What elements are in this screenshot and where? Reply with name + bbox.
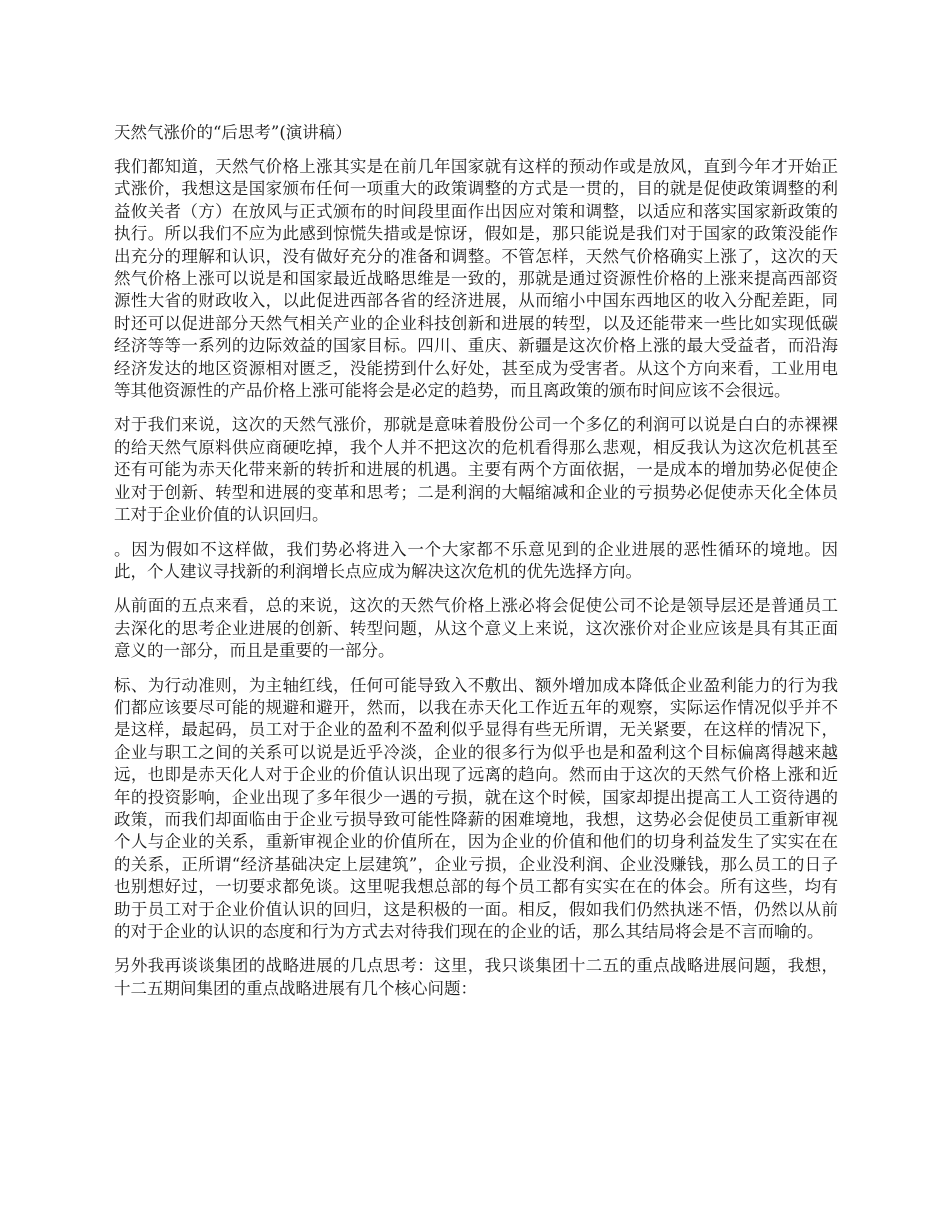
paragraph-4: 从前面的五点来看，总的来说，这次的天然气价格上涨必将会促使公司不论是领导层还是普通员工去深化的思考企业进展的创新、转型问题，从这个意义上来说，这次涨价对企业应该是具有其正面意义的一部分，而且是重要的一部分。 — [114, 596, 838, 661]
paragraph-5: 标、为行动准则，为主轴红线，任何可能导致入不敷出、额外增加成本降低企业盈利能力的行为我们都应该要尽可能的规避和避开，然而，以我在赤天化工作近五年的观察，实际运作情况似乎并不是这样，最起码，员工对于企业的盈利不盈利似乎显得有些无所谓，无关紧要，在这样的情况下，企业与职工之间的关系可以说是近乎冷淡，企业的很多行为似乎也是和盈利这个目标偏离得越来越远，也即是赤天化人对于企业的价值认识出现了远离的趋向。然而由于这次的天然气价格上涨和近年的投资影响，企业出现了多年很少一遇的亏损，就在这个时候，国家却提出提高工人工资待遇的政策，而我们却面临由于企业亏损导致可能性降薪的困难境地，我想，这势必会促使员工重新审视个人与企业的关系，重新审视企业的价值所在，因为企业的价值和他们的切身利益发生了实实在在的关系，正所谓“经济基础决定上层建筑”，企业亏损，企业没利润、企业没赚钱，那么员工的日子也别想好过，一切要求都免谈。这里呢我想总部的每个员工都有实实在在的体会。所有这些，均有助于员工对于企业价值认识的回归，这是积极的一面。相反，假如我们仍然执迷不悟，仍然以从前的对于企业的认识的态度和行为方式去对待我们现在的企业的话，那么其结局将会是不言而喻的。 — [114, 675, 838, 941]
paragraph-1: 我们都知道，天然气价格上涨其实是在前几年国家就有这样的预动作或是放风，直到今年才开始正式涨价，我想这是国家颁布任何一项重大的政策调整的方式是一贯的，目的就是促使政策调整的利益攸关者（方）在放风与正式颁布的时间段里面作出因应对策和调整，以适应和落实国家新政策的执行。所以我们不应为此感到惊慌失措或是惊讶，假如是，那只能说是我们对于国家的政策没能作出充分的理解和认识，没有做好充分的准备和调整。不管怎样，天然气价格确实上涨了，这次的天然气价格上涨可以说是和国家最近战略思维是一致的，那就是通过资源性价格的上涨来提高西部资源性大省的财政收入，以此促进西部各省的经济进展，从而缩小中国东西地区的收入分配差距，同时还可以促进部分天然气相关产业的企业科技创新和进展的转型，以及还能带来一些比如实现低碳经济等等一系列的边际效益的国家目标。四川、重庆、新疆是这次价格上涨的最大受益者，而沿海经济发达的地区资源相对匮乏，没能捞到什么好处，甚至成为受害者。从这个方向来看，工业用电等其他资源性的产品价格上涨可能将会是必定的趋势，而且离政策的颁布时间应该不会很远。 — [114, 157, 838, 401]
paragraph-6: 另外我再谈谈集团的战略进展的几点思考：这里，我只谈集团十二五的重点战略进展问题，我想，十二五期间集团的重点战略进展有几个核心问题： — [114, 956, 838, 998]
paragraph-2: 对于我们来说，这次的天然气涨价，那就是意味着股份公司一个多亿的利润可以说是白白的赤裸裸的给天然气原料供应商硬吃掉，我个人并不把这次的危机看得那么悲观，相反我认为这次危机甚至还有可能为赤天化带来新的转折和进展的机遇。主要有两个方面依据，一是成本的增加势必促使企业对于创新、转型和进展的变革和思考；二是利润的大幅缩减和企业的亏损势必促使赤天化全体员工对于企业价值的认识回归。 — [114, 415, 838, 525]
document-title: 天然气涨价的“后思考”(演讲稿） — [114, 123, 352, 142]
paragraph-3: 。因为假如不这样做，我们势必将进入一个大家都不乐意见到的企业进展的恶性循环的境地。因此，个人建议寻找新的利润增长点应成为解决这次危机的优先选择方向。 — [114, 539, 838, 581]
